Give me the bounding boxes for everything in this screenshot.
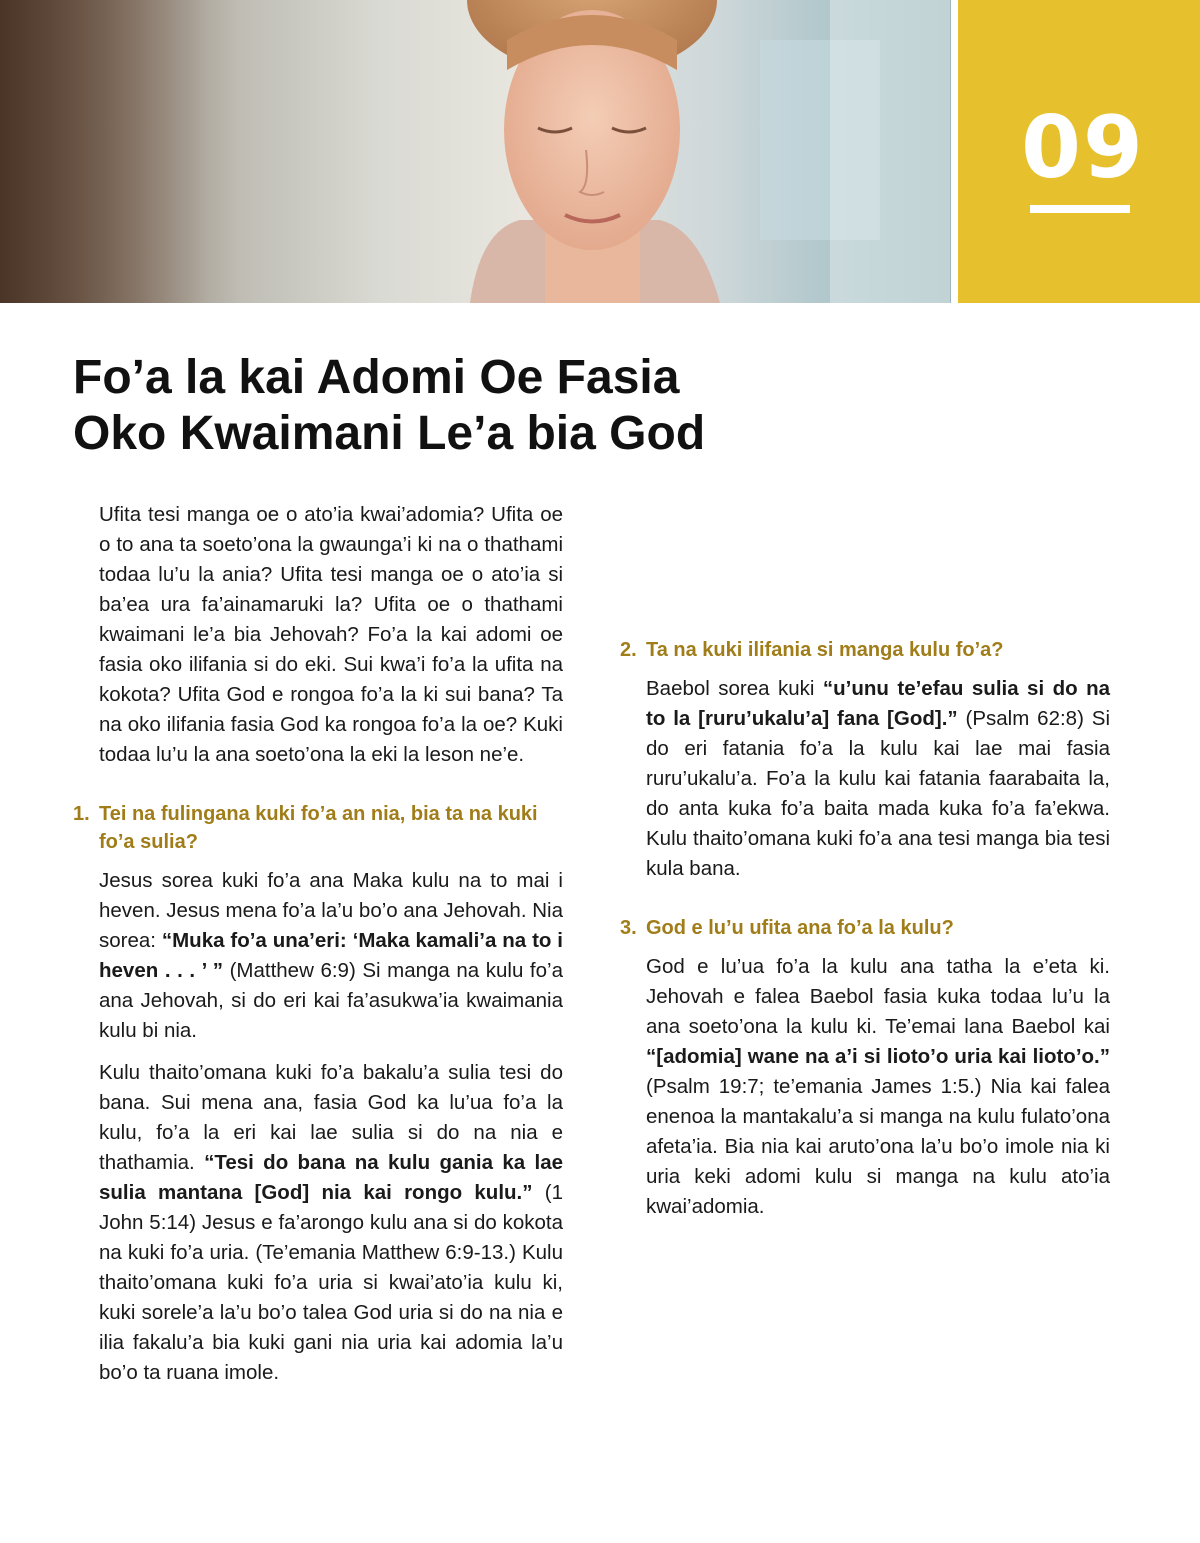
lesson-number-underline [1030,205,1130,213]
scripture-quote: “Tesi do bana na kulu gania ka lae sulia mantana [God] nia kai rongo kulu.” [99,1151,564,1204]
section-1-heading [73,800,563,856]
text-run: God e lu’ua fo’a la kulu ana tatha la e’eta ki. Jehovah e falea Baebol fasia kuka todaa lu’u la ana soeto’ona la kulu ki. Te’emai lana Baebol kai [646,955,1110,1038]
scripture-quote: “[adomia] wane na a’i si lioto’o uria kai lioto’o.” [646,1045,1110,1068]
right-column-sections [620,636,1110,1234]
text-run: (Matthew 6:9) Si manga na kulu fo’a ana Jehovah, si do eri kai fa’asukwa’ia kwaimania kulu bi nia. [99,959,563,1042]
scripture-quote: “u’unu te’efau sulia si do na to la [ruru’ukalu’a] fana [God].” [646,677,1111,730]
title-line-1: Fo’a la kai Adomi Oe Fasia [73,351,680,404]
section-2-paragraph [646,674,1110,884]
text-run: Baebol sorea kuki [646,677,823,700]
header-photo [0,0,951,303]
section-3-paragraph [646,952,1110,1222]
section-2-number: 2. [620,639,637,661]
section-1-paragraph-2 [99,1058,563,1388]
woman-portrait-image [0,0,951,303]
lesson-number: 09 [1021,98,1145,198]
scripture-quote: “Muka fo’a una’eri: ‘Maka kamali’a na to i heven . . . ’ ” [99,929,564,982]
lesson-badge [958,0,1200,303]
text-run: Jesus sorea kuki fo’a ana Maka kulu na to mai i heven. Jesus mena fo’a la’u bo’o ana Jehovah. Nia sorea: [99,869,563,952]
text-run: (1 John 5:14) Jesus e fa’arongo kulu ana si do kokota na kuki fo’a uria. (Te’emania Matthew 6:9-13.) Kulu thaito’omana kuki fo’a uria si kwai’ato’ia kulu ki, kuki sorele’a la’u bo’o talea God uria si do na nia e ilia fakalu’a bia kuki gani nia uria kai adomia la’u bo’o ta ruana imole. [99,1181,563,1384]
section-1-question: Tei na fulingana kuki fo’a an nia, bia ta na kuki fo’a sulia? [99,803,538,853]
text-run: (Psalm 62:8) Si do eri fatania fo’a la kulu kai lae mai fasia ruru’ukalu’a. Fo’a la kulu kai fatania faarabaita la, do anta kuka fo’a baita mada kuka fo’a fa’ekwa. Kulu thaito’omana kuki fo’a ana tesi manga bia tesi kula bana. [646,707,1110,880]
text-run: (Psalm 19:7; te’emania James 1:5.) Nia kai falea enenoa la mantakalu’a si manga na kulu fulato’ona afeta’ia. Bia nia kai aruto’ona la’u bo’o imole nia ki uria keki adomi kulu si manga na kulu ato’ia kwai’adomia. [646,1075,1110,1218]
title-line-2: Oko Kwaimani Le’a bia God [73,407,706,460]
page-title [73,350,873,462]
section-3-number: 3. [620,917,637,939]
text-run: Kulu thaito’omana kuki fo’a bakalu’a sulia tesi do bana. Sui mena ana, fasia God ka lu’ua fo’a la kulu, fo’a la eri kai lae sulia si do na nia e thathamia. [99,1061,563,1174]
section-1-number: 1. [73,803,90,825]
section-1-paragraph-1 [99,866,563,1046]
left-column [73,500,563,1400]
section-3-question: God e lu’u ufita ana fo’a la kulu? [646,917,954,939]
section-2-question: Ta na kuki ilifania si manga kulu fo’a? [646,639,1004,661]
section-2-heading [620,636,1110,664]
section-3-heading [620,914,1110,942]
intro-paragraph: Ufita tesi manga oe o ato’ia kwai’adomia? Ufita oe o to ana ta soeto’ona la gwaunga’i ki na o thathami todaa lu’u la ania? Ufita tesi manga oe o ato’ia si ba’ea ura fa’ainamaruki la? Ufita oe o thathami kwaimani le’a bia Jehovah? Fo’a la kai adomi oe fasia oko ilifania si do eki. Sui kwa’i fo’a la ufita na kokota? Ufita God e rongoa fo’a la ki sui bana? Ta na oko ilifania fasia God ka rongoa fo’a la oe? Kuki todaa lu’u la ana soeto’ona la eki la leson ne’e. [99,503,563,766]
